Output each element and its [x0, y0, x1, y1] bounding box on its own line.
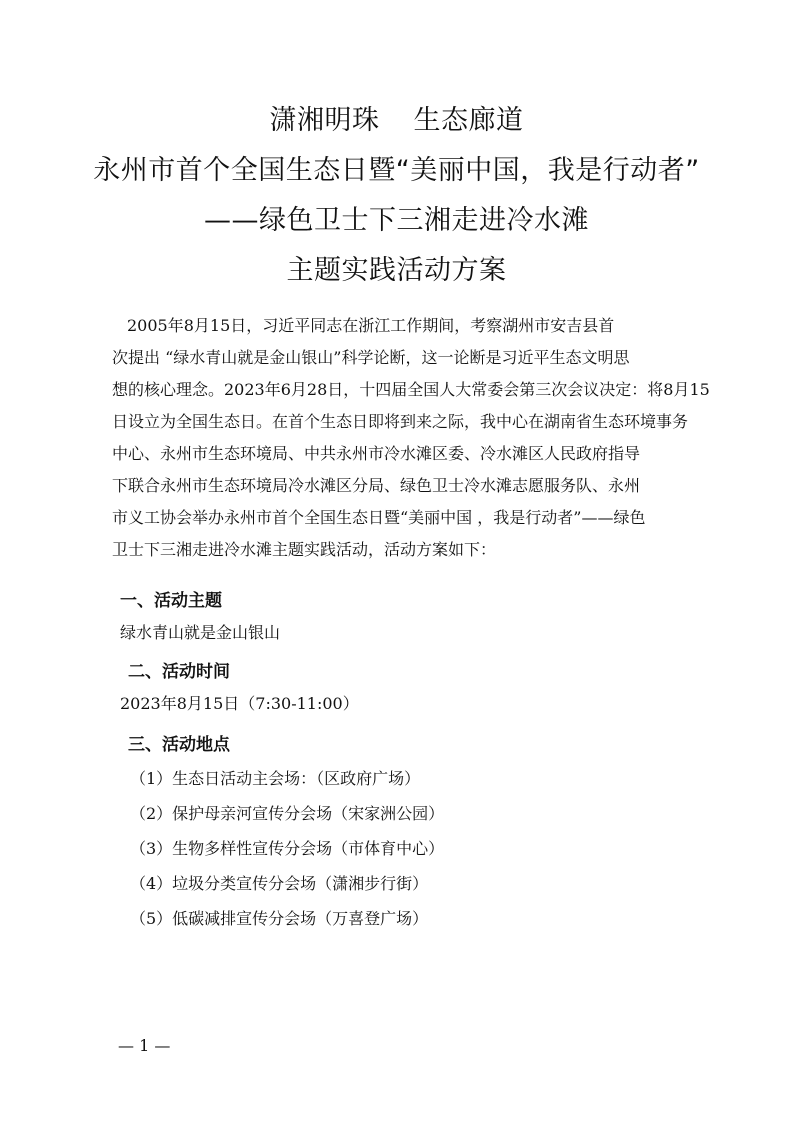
section-location — [112, 729, 712, 936]
intro-line: 日设立为全国生态日。在首个生态日即将到来之际，我中心在湖南省生态环境事务 — [112, 412, 689, 431]
title-line-1 — [0, 96, 793, 146]
page-number: — 1 — — [118, 1036, 171, 1055]
intro-line: 2005年8月15日，习近平同志在浙江工作期间，考察湖州市安吉县首 — [127, 316, 615, 335]
intro-paragraph — [112, 310, 710, 566]
document-title — [0, 96, 793, 296]
title-line-1-part-2: 生态廊道 — [413, 105, 524, 136]
intro-line: 想的核心理念。2023年6月28日，十四届全国人大常委会第三次会议决定：将8月15 — [112, 380, 710, 399]
title-line-3: ——绿色卫士下三湘走进冷水滩 — [204, 205, 589, 236]
section-time — [112, 656, 712, 720]
intro-line: 下联合永州市生态环境局冷水滩区分局、绿色卫士冷水滩志愿服务队、永州 — [112, 476, 641, 495]
intro-line: 中心、永州市生态环境局、中共永州市冷水滩区委、冷水滩区人民政府指导 — [112, 444, 641, 463]
location-list — [112, 761, 712, 936]
intro-line: 次提出 “绿水青山就是金山银山”科学论断，这一论断是习近平生态文明思 — [112, 348, 630, 367]
title-line-4: 主题实践活动方案 — [286, 255, 507, 286]
section-heading-theme: 一、活动主题 — [120, 591, 222, 611]
title-line-1-part-1: 潇湘明珠 — [269, 105, 380, 136]
location-item: （4）垃圾分类宣传分会场（潇湘步行街） — [130, 874, 429, 893]
location-item: （1）生态日活动主会场：（区政府广场） — [130, 769, 421, 788]
location-item: （5）低碳减排宣传分会场（万喜登广场） — [130, 909, 429, 928]
theme-content: 绿水青山就是金山银山 — [120, 623, 281, 642]
location-item: （2）保护母亲河宣传分会场（宋家洲公园） — [130, 804, 445, 823]
time-content: 2023年8月15日（7:30-11:00） — [120, 694, 359, 713]
location-item: （3）生物多样性宣传分会场（市体育中心） — [130, 839, 445, 858]
section-theme — [112, 585, 712, 649]
section-heading-location: 三、活动地点 — [128, 735, 230, 755]
intro-line: 市义工协会举办永州市首个全国生态日暨“美丽中国 ，我是行动者”——绿色 — [112, 508, 646, 527]
title-line-2: 永州市首个全国生态日暨“美丽中国，我是行动者” — [93, 155, 700, 186]
intro-line: 卫士下三湘走进冷水滩主题实践活动，活动方案如下： — [112, 540, 497, 559]
section-heading-time: 二、活动时间 — [128, 662, 230, 682]
